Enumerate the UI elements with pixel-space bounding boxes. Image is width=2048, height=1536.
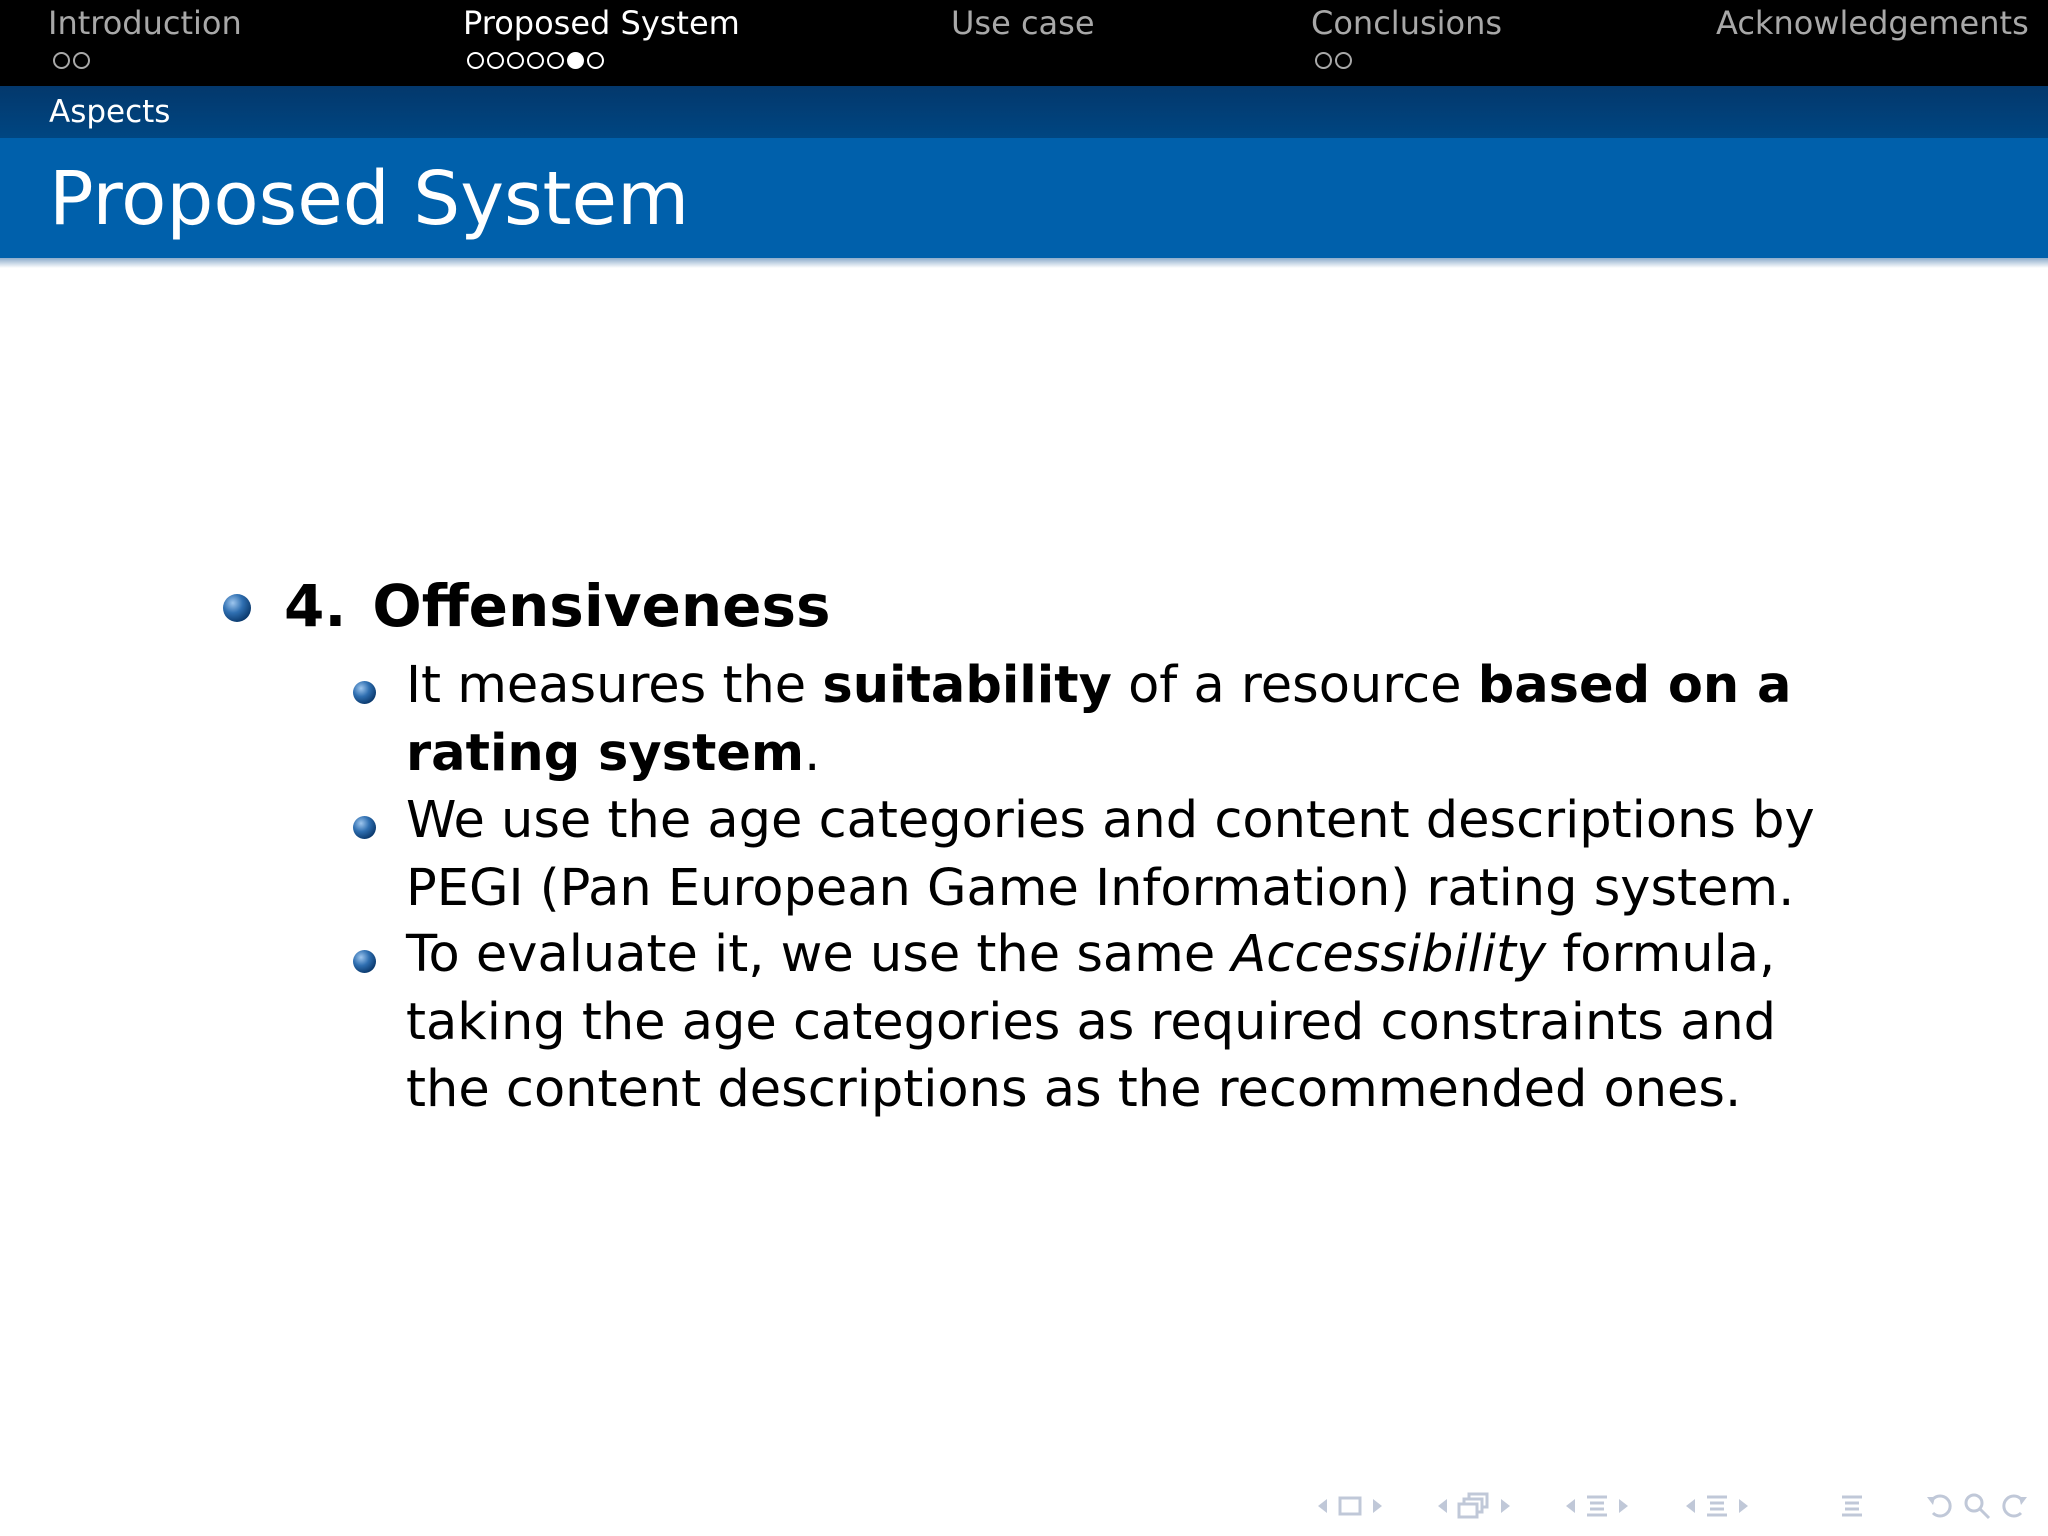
appendix-nav-icon[interactable] bbox=[1840, 1486, 1864, 1526]
subsection-label[interactable]: Aspects bbox=[49, 94, 171, 130]
nav-section-proposed-system[interactable]: Proposed System bbox=[463, 4, 740, 42]
bullet-ball-icon bbox=[223, 594, 251, 622]
page-title: Proposed System bbox=[49, 156, 690, 242]
nav-section-acknowledgements[interactable]: Acknowledgements bbox=[1716, 4, 2029, 42]
section-nav-icon[interactable] bbox=[1566, 1486, 1628, 1526]
bullet-text-part: of a resource bbox=[1111, 656, 1478, 715]
bullet-text-part: . bbox=[804, 723, 821, 783]
bullet-evaluation bbox=[406, 921, 1846, 1124]
nav-section-introduction[interactable]: Introduction bbox=[48, 4, 242, 42]
frame-nav-icon[interactable] bbox=[1318, 1486, 1382, 1526]
forward-icon[interactable] bbox=[1998, 1486, 2030, 1526]
back-icon[interactable] bbox=[1924, 1486, 1956, 1526]
sub-bullet-ball-icon bbox=[353, 950, 376, 973]
bullet-suitability bbox=[406, 652, 1846, 787]
bullet-text-part: based on a rating system bbox=[406, 656, 1792, 783]
bullet-text-part: Accessibility bbox=[1231, 925, 1547, 984]
bullet-pegi bbox=[406, 787, 1846, 922]
nav-section-use-case[interactable]: Use case bbox=[951, 4, 1095, 42]
subsection-nav-icon[interactable] bbox=[1438, 1486, 1510, 1526]
document-nav-icon[interactable] bbox=[1686, 1486, 1748, 1526]
item-title: Offensiveness bbox=[372, 572, 831, 640]
bullet-text-part: It measures the bbox=[406, 656, 823, 715]
bullet-text-part: formula, taking the age categories as required constraints and the content descriptions as the recommended ones. bbox=[406, 925, 1777, 1119]
search-icon[interactable] bbox=[1962, 1486, 1992, 1526]
nav-section-conclusions[interactable]: Conclusions bbox=[1311, 4, 1503, 42]
bullet-text-part: suitability bbox=[822, 656, 1112, 715]
bullet-text-part: We use the age categories and content descriptions by PEGI (Pan European Game Information) rating system. bbox=[406, 791, 1815, 918]
bullet-text-part: To evaluate it, we use the same bbox=[406, 925, 1232, 984]
item-heading bbox=[284, 572, 831, 640]
navigation-symbols bbox=[0, 1486, 2048, 1526]
item-number: 4. bbox=[284, 572, 347, 640]
sub-bullet-ball-icon bbox=[353, 816, 376, 839]
sub-bullet-ball-icon bbox=[353, 681, 376, 704]
